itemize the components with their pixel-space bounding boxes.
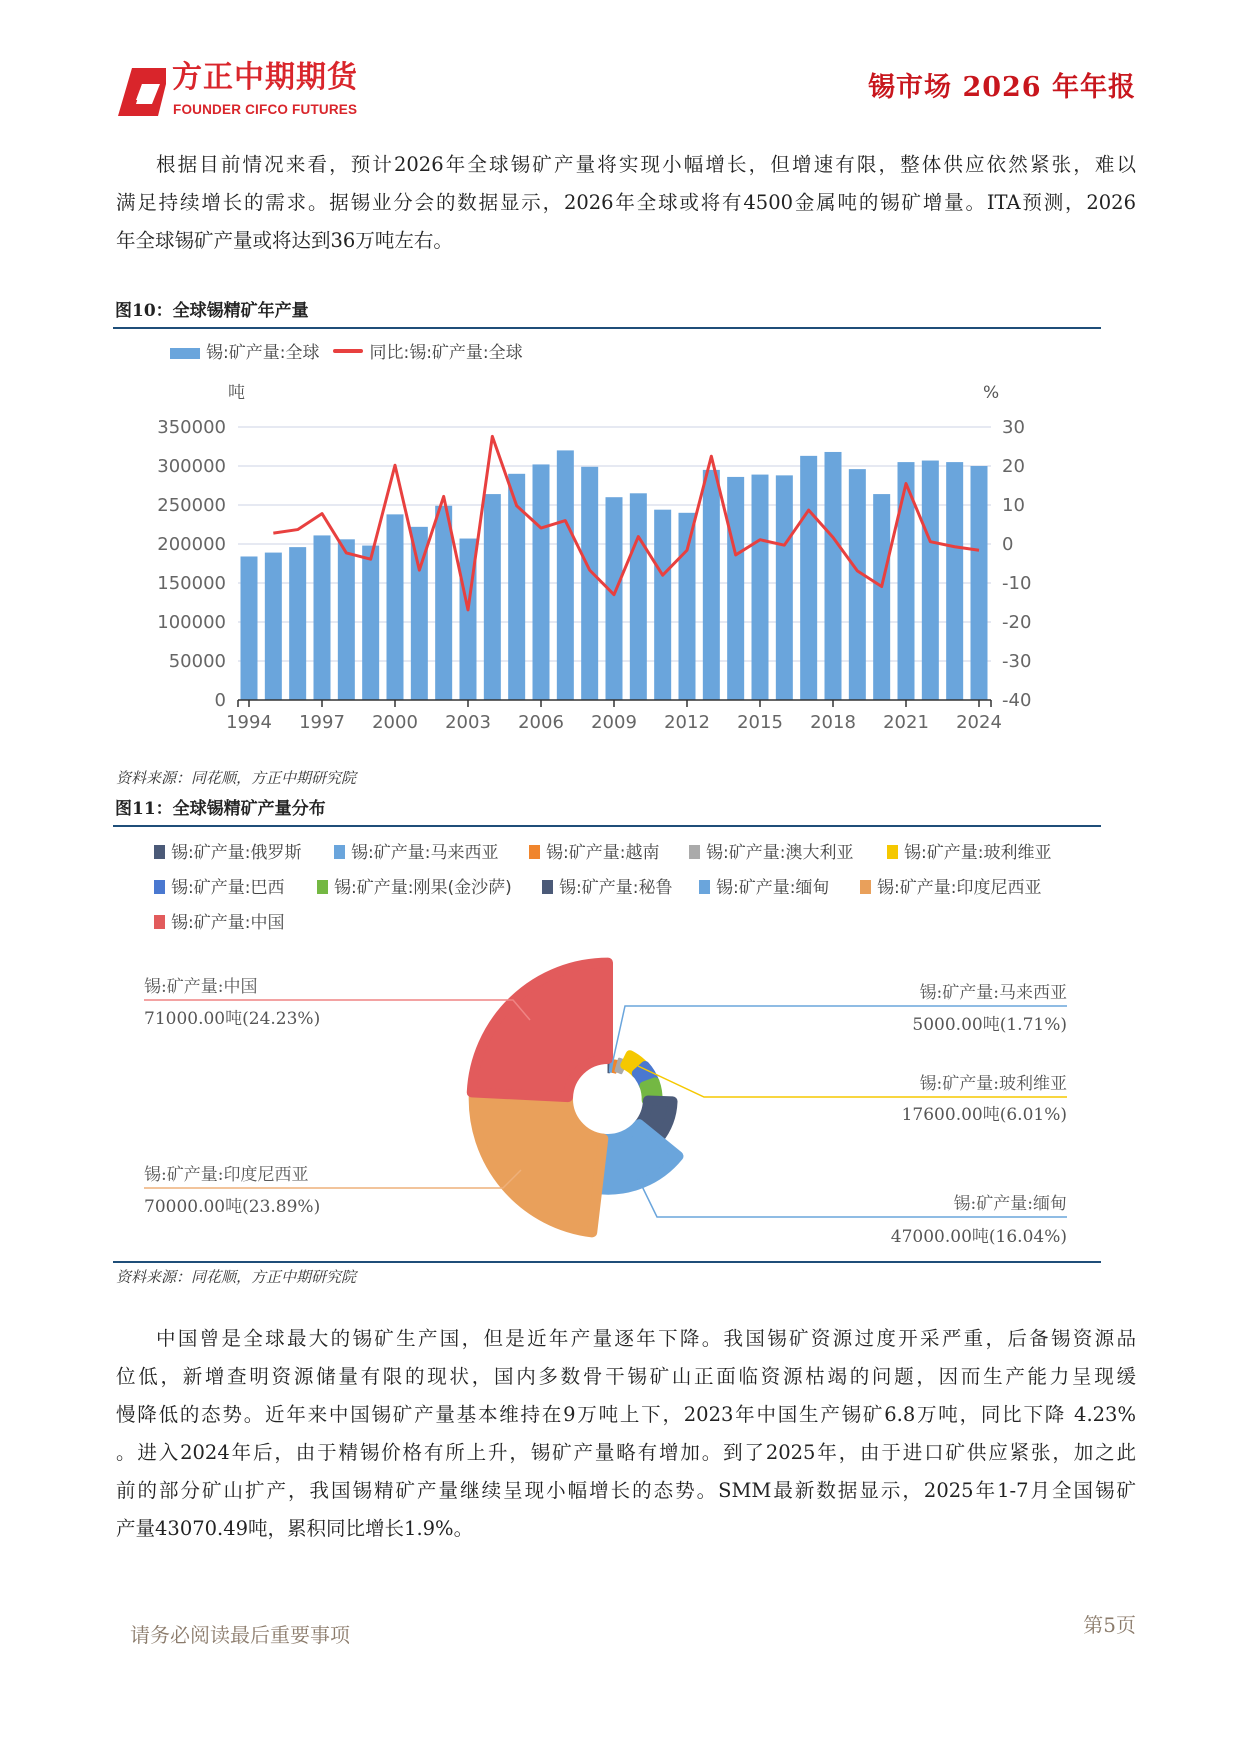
bar-1995 bbox=[265, 553, 282, 700]
logo-text-en: FOUNDER CIFCO FUTURES bbox=[173, 102, 358, 117]
x-tick-label: 2003 bbox=[445, 712, 491, 733]
pie-legend-item[interactable] bbox=[334, 842, 498, 864]
left-axis-unit: 吨 bbox=[228, 383, 245, 403]
x-tick-label: 2018 bbox=[810, 712, 856, 733]
legend-label: 锡:矿产量:澳大利亚 bbox=[706, 843, 854, 863]
bar-2008 bbox=[581, 467, 598, 700]
bar-2010 bbox=[630, 493, 647, 700]
paragraph-line: 。进入2024年后，由于精锡价格有所上升，锡矿产量略有增加。到了2025年，由于进口矿供应紧张，加之此 bbox=[116, 1441, 1136, 1464]
x-tick-label: 2000 bbox=[372, 712, 418, 733]
legend-swatch bbox=[154, 915, 165, 929]
legend-item-yoy[interactable] bbox=[333, 342, 522, 364]
figure-10-title: 图10：全球锡精矿年产量 bbox=[115, 301, 309, 321]
y-left-tick-label: 300000 bbox=[157, 456, 226, 477]
paragraph-line: 前的部分矿山扩产，我国锡精矿产量继续呈现小幅增长的态势。SMM最新数据显示，2025年1-7月全国锡矿 bbox=[116, 1479, 1136, 1502]
legend-bar-swatch bbox=[170, 348, 200, 359]
pie-legend-item[interactable] bbox=[689, 842, 853, 864]
legend-label: 锡:矿产量:俄罗斯 bbox=[171, 843, 302, 863]
y-right-tick-label: -20 bbox=[1002, 612, 1032, 633]
paragraph-line: 满足持续增长的需求。据锡业分会的数据显示，2026年全球或将有4500金属吨的锡矿增量。ITA预测，2026 bbox=[116, 191, 1136, 214]
legend-swatch bbox=[887, 845, 898, 859]
y-right-tick-label: 20 bbox=[1002, 456, 1025, 477]
bar-1994 bbox=[241, 556, 258, 700]
bar-2024 bbox=[971, 466, 988, 700]
legend-label: 锡:矿产量:秘鲁 bbox=[559, 878, 673, 898]
page-number: 第5页 bbox=[1083, 1613, 1136, 1637]
y-left-tick-label: 0 bbox=[214, 690, 226, 711]
legend-swatch bbox=[689, 845, 700, 859]
bar-2016 bbox=[776, 475, 793, 700]
pie-legend-item[interactable] bbox=[887, 842, 1051, 864]
pie-legend-item[interactable] bbox=[154, 877, 284, 899]
legend-item-global-production[interactable] bbox=[170, 342, 319, 364]
legend-swatch bbox=[154, 845, 165, 859]
legend-swatch bbox=[334, 845, 345, 859]
bar-2014 bbox=[727, 477, 744, 700]
figure-10-rule bbox=[113, 327, 1101, 329]
figure-11-source: 资料来源：同花顺，方正中期研究院 bbox=[116, 1268, 357, 1286]
figure-10-source: 资料来源：同花顺，方正中期研究院 bbox=[116, 769, 357, 787]
bar-2020 bbox=[873, 494, 890, 700]
bar-2006 bbox=[533, 464, 550, 700]
x-tick-label: 1994 bbox=[226, 712, 272, 733]
pie-legend-item[interactable] bbox=[317, 877, 512, 899]
pie-slice-10[interactable] bbox=[472, 963, 608, 1097]
bar-2007 bbox=[557, 450, 574, 700]
pie-legend-item[interactable] bbox=[542, 877, 672, 899]
pie-legend-item[interactable] bbox=[154, 912, 284, 934]
logo-text-cn: 方正中期期货 bbox=[172, 60, 358, 95]
bar-2023 bbox=[946, 462, 963, 700]
bar-2019 bbox=[849, 469, 866, 700]
production-chart bbox=[157, 417, 1031, 733]
pie-legend-item[interactable] bbox=[860, 877, 1041, 899]
paragraph-line: 中国曾是全球最大的锡矿生产国，但是近年产量逐年下降。我国锡矿资源过度开采严重，后备锡资源品 bbox=[156, 1327, 1136, 1350]
pie-label-myanmar-name: 锡:矿产量:缅甸 bbox=[953, 1194, 1067, 1214]
pie-label-indonesia-value: 70000.00吨(23.89%) bbox=[144, 1197, 321, 1217]
x-tick-label: 2024 bbox=[956, 712, 1002, 733]
bar-2009 bbox=[606, 497, 623, 700]
legend-label: 锡:矿产量:巴西 bbox=[171, 878, 285, 898]
bar-2004 bbox=[484, 494, 501, 700]
y-right-tick-label: 10 bbox=[1002, 495, 1025, 516]
bar-2013 bbox=[703, 470, 720, 700]
legend-line-swatch bbox=[333, 349, 363, 353]
legend-swatch bbox=[542, 880, 553, 894]
legend-swatch bbox=[860, 880, 871, 894]
pie-slice-9[interactable] bbox=[474, 1093, 604, 1233]
bar-1997 bbox=[314, 535, 331, 700]
paragraph-1 bbox=[116, 146, 1136, 260]
bar-1998 bbox=[338, 539, 355, 700]
y-left-tick-label: 250000 bbox=[157, 495, 226, 516]
pie-label-malaysia-name: 锡:矿产量:马来西亚 bbox=[919, 983, 1067, 1003]
x-tick-label: 2006 bbox=[518, 712, 564, 733]
pie-label-china-value: 71000.00吨(24.23%) bbox=[144, 1009, 321, 1029]
pie-label-bolivia-value: 17600.00吨(6.01%) bbox=[901, 1105, 1067, 1125]
legend-label: 锡:矿产量:马来西亚 bbox=[351, 843, 499, 863]
x-tick-label: 1997 bbox=[299, 712, 345, 733]
bar-2018 bbox=[825, 452, 842, 700]
distribution-rose-chart bbox=[472, 963, 679, 1233]
pie-label-indonesia-name: 锡:矿产量:印度尼西亚 bbox=[144, 1165, 309, 1185]
bar-2012 bbox=[679, 513, 696, 700]
legend-label: 锡:矿产量:玻利维亚 bbox=[904, 843, 1052, 863]
paragraph-line: 根据目前情况来看，预计2026年全球锡矿产量将实现小幅增长，但增速有限，整体供应依然紧张，难以 bbox=[156, 153, 1136, 176]
paragraph-2 bbox=[116, 1320, 1136, 1548]
bar-2015 bbox=[752, 475, 769, 700]
bar-2002 bbox=[435, 506, 452, 700]
y-left-tick-label: 200000 bbox=[157, 534, 226, 555]
yoy-line bbox=[273, 436, 979, 610]
bar-2017 bbox=[800, 456, 817, 700]
x-tick-label: 2021 bbox=[883, 712, 929, 733]
figure-11-rule bbox=[113, 825, 1101, 827]
paragraph-line: 年全球锡矿产量或将达到36万吨左右。 bbox=[116, 229, 453, 252]
legend-swatch bbox=[154, 880, 165, 894]
legend-swatch bbox=[529, 845, 540, 859]
legend-label: 锡:矿产量:缅甸 bbox=[716, 878, 830, 898]
pie-label-malaysia-value: 5000.00吨(1.71%) bbox=[912, 1015, 1067, 1035]
bar-2022 bbox=[922, 461, 939, 700]
x-tick-label: 2009 bbox=[591, 712, 637, 733]
pie-label-bolivia-name: 锡:矿产量:玻利维亚 bbox=[919, 1074, 1067, 1094]
y-right-tick-label: -30 bbox=[1002, 651, 1032, 672]
y-left-tick-label: 50000 bbox=[168, 651, 226, 672]
pie-legend-item[interactable] bbox=[699, 877, 829, 899]
right-axis-unit: % bbox=[983, 383, 1000, 403]
legend-label: 锡:矿产量:全球 bbox=[206, 343, 320, 363]
x-tick-label: 2012 bbox=[664, 712, 710, 733]
bar-1999 bbox=[362, 546, 379, 700]
figure-11-title: 图11：全球锡精矿产量分布 bbox=[115, 799, 326, 819]
figure-11-bottom-rule bbox=[113, 1261, 1101, 1263]
y-right-tick-label: 0 bbox=[1002, 534, 1014, 555]
bar-2011 bbox=[654, 510, 671, 700]
legend-label: 同比:锡:矿产量:全球 bbox=[369, 343, 523, 363]
paragraph-line: 位低，新增查明资源储量有限的现状，国内多数骨干锡矿山正面临资源枯竭的问题，因而生产能力呈现缓 bbox=[116, 1365, 1136, 1388]
paragraph-line: 产量43070.49吨，累积同比增长1.9%。 bbox=[116, 1517, 474, 1540]
pie-legend-item[interactable] bbox=[154, 842, 301, 864]
y-right-tick-label: -10 bbox=[1002, 573, 1032, 594]
y-right-tick-label: 30 bbox=[1002, 417, 1025, 438]
bar-1996 bbox=[289, 547, 306, 700]
footer-disclaimer-note: 请务必阅读最后重要事项 bbox=[130, 1623, 350, 1647]
pie-legend-item[interactable] bbox=[529, 842, 659, 864]
y-left-tick-label: 150000 bbox=[157, 573, 226, 594]
legend-swatch bbox=[317, 880, 328, 894]
report-title: 锡市场 2026 年年报 bbox=[868, 72, 1136, 103]
legend-label: 锡:矿产量:刚果(金沙萨) bbox=[334, 878, 512, 898]
chart-legend bbox=[170, 342, 523, 364]
paragraph-line: 慢降低的态势。近年来中国锡矿产量基本维持在9万吨上下，2023年中国生产锡矿6.8万吨，同比下降 4.23% bbox=[116, 1403, 1136, 1426]
bar-2000 bbox=[387, 514, 404, 700]
y-left-tick-label: 350000 bbox=[157, 417, 226, 438]
pie-label-myanmar-value: 47000.00吨(16.04%) bbox=[890, 1227, 1067, 1247]
legend-label: 锡:矿产量:越南 bbox=[546, 843, 660, 863]
logo-icon bbox=[118, 68, 166, 116]
pie-label-china-name: 锡:矿产量:中国 bbox=[144, 977, 258, 997]
legend-label: 锡:矿产量:中国 bbox=[171, 913, 285, 933]
y-right-tick-label: -40 bbox=[1002, 690, 1032, 711]
x-tick-label: 2015 bbox=[737, 712, 783, 733]
y-left-tick-label: 100000 bbox=[157, 612, 226, 633]
legend-label: 锡:矿产量:印度尼西亚 bbox=[877, 878, 1042, 898]
legend-swatch bbox=[699, 880, 710, 894]
